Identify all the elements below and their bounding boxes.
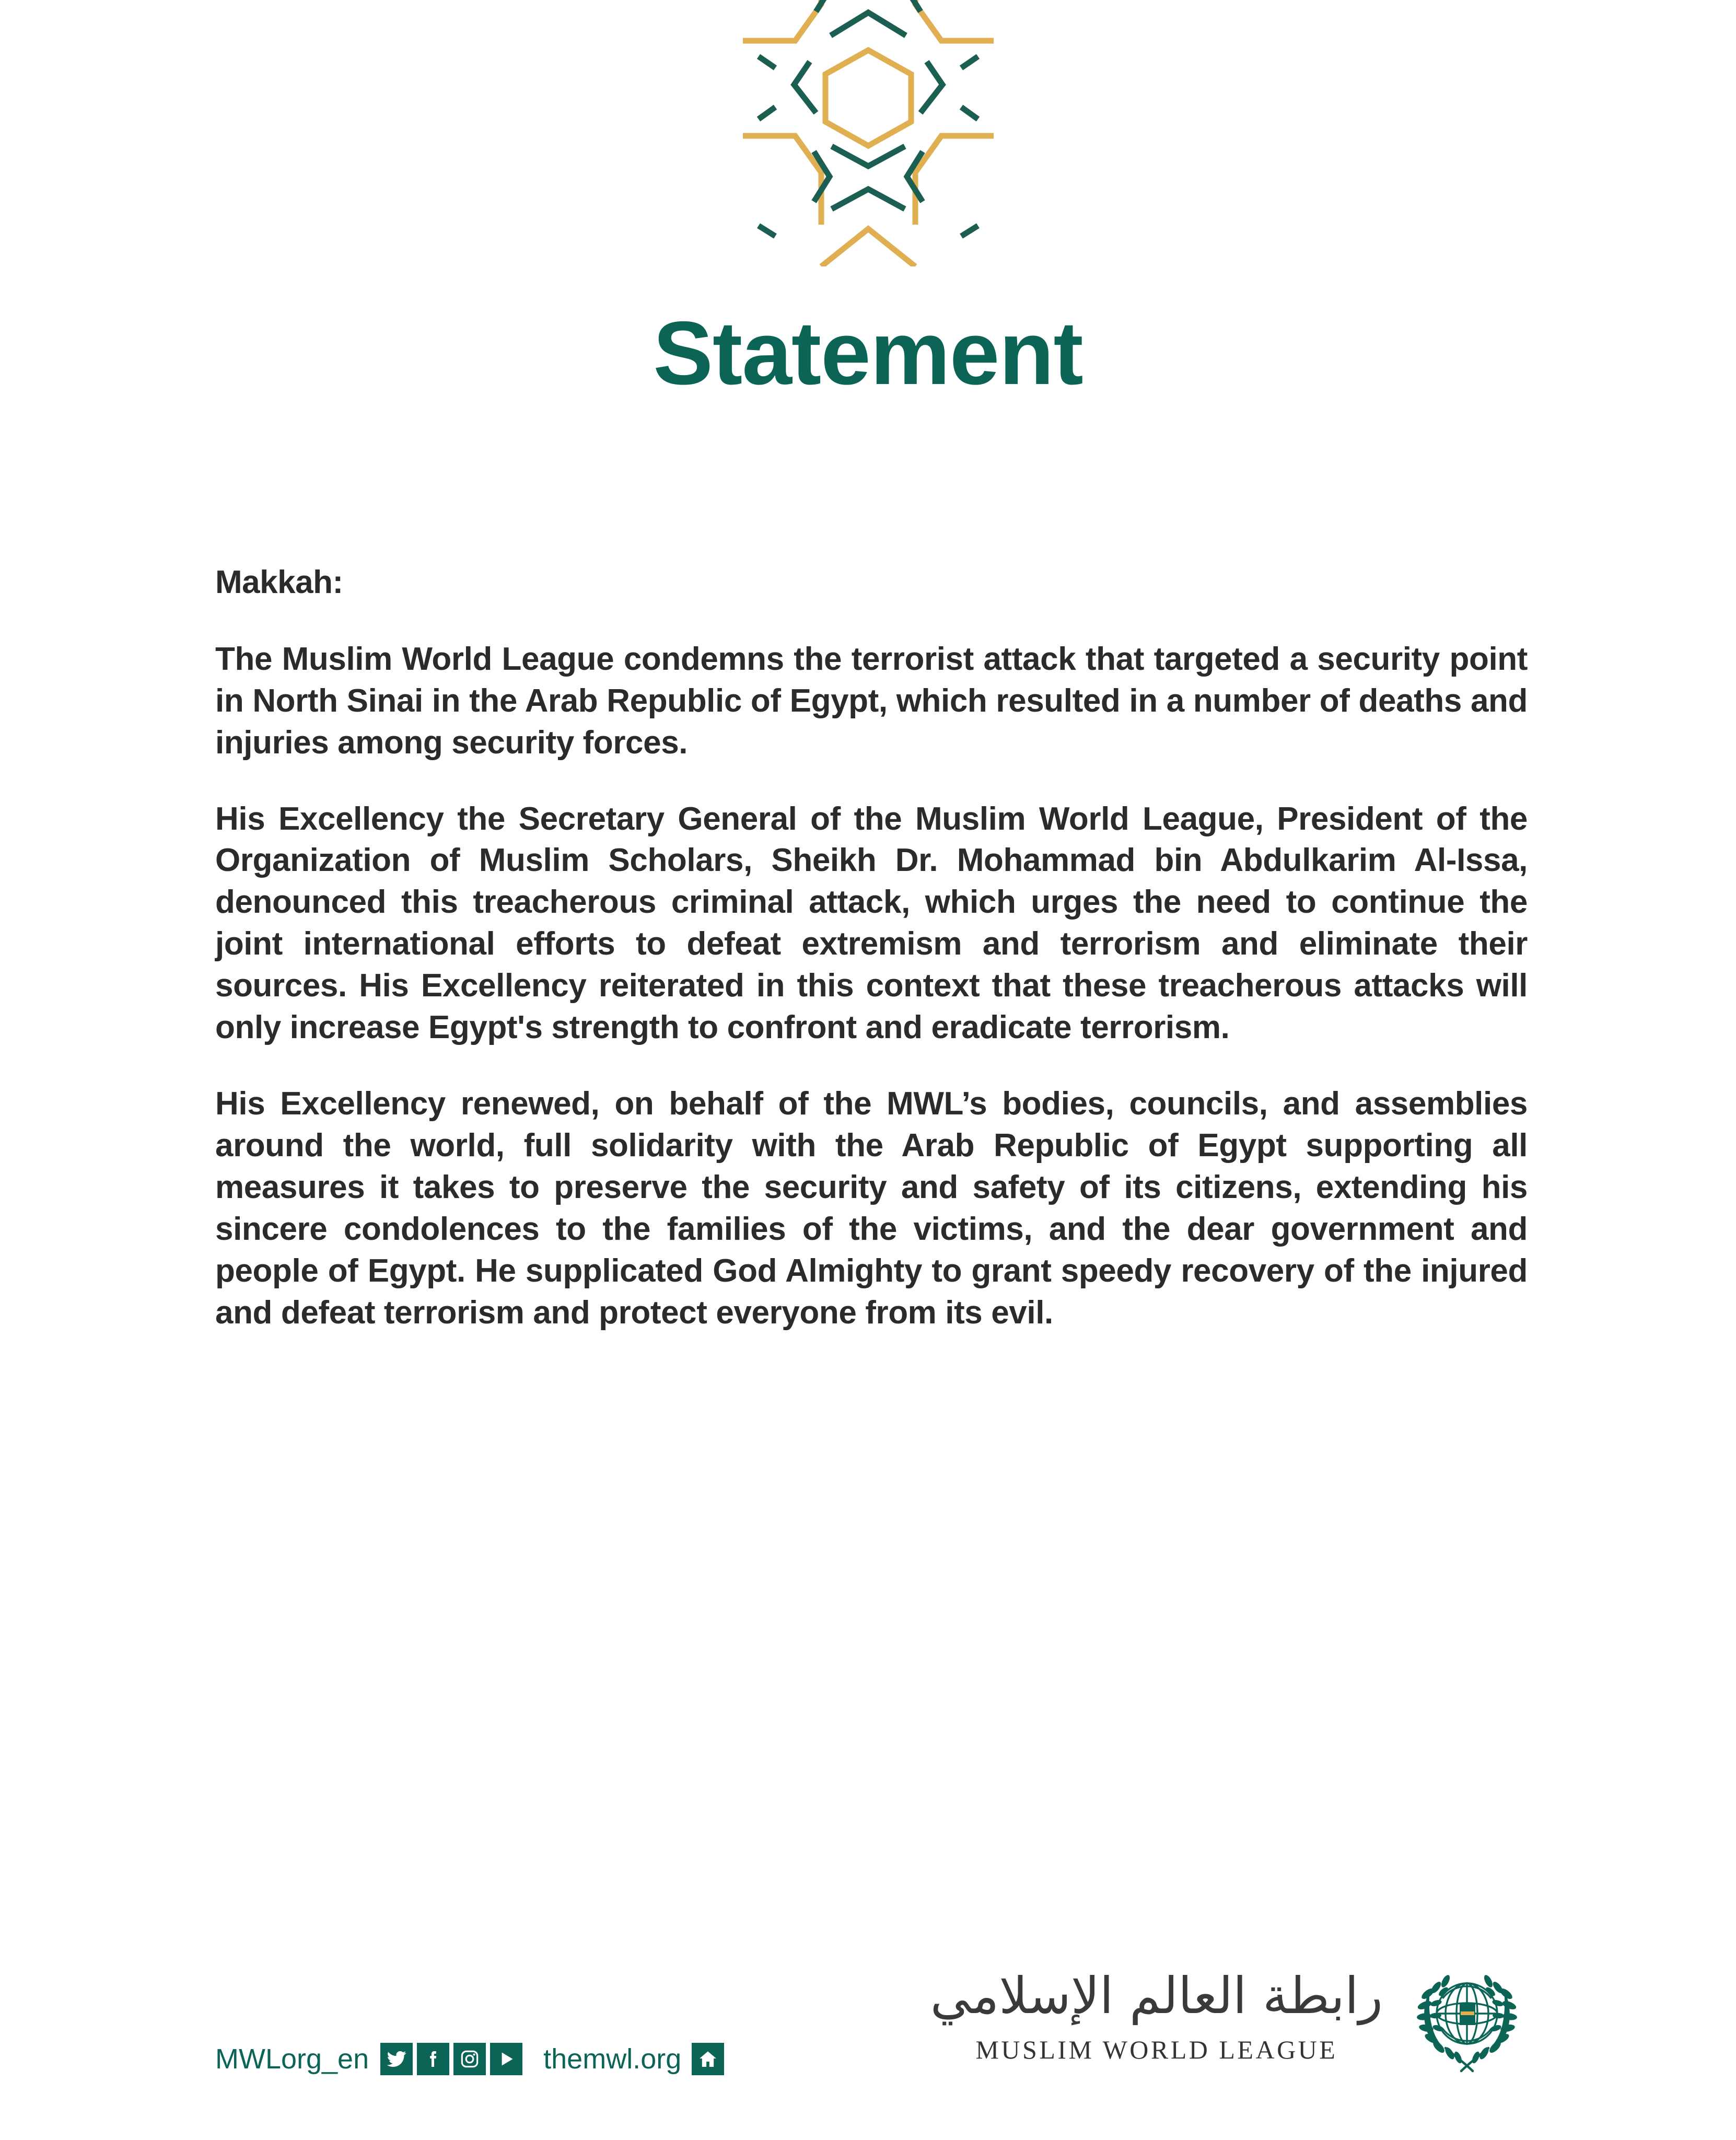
logo-latin-name: MUSLIM WORLD LEAGUE [975,2034,1338,2064]
dateline-label: Makkah: [215,564,343,600]
page-footer [0,1881,1736,2090]
instagram-icon[interactable] [453,2043,486,2075]
home-icon[interactable] [692,2043,724,2075]
statement-paragraph-1: The Muslim World League condemns the terrorist attack that targeted a security point in North Sinai in the Arab Republic of Egypt, which resulted in a number of deaths and injuries among security forces. [215,641,1528,761]
youtube-icon[interactable] [490,2043,522,2075]
social-row [215,2043,724,2075]
globe-wreath-emblem [1407,1955,1527,2075]
statement-paragraph-2: His Excellency the Secretary General of the Muslim World League, President of the Organization of Muslim Scholars, Sheikh Dr. Mohammad bin Abdulkarim Al-Issa, denounced this treacherous criminal attack, which urges the need to continue the joint international efforts to defeat extremism and terrorism and eliminate their sources. His Excellency reiterated in this context that these treacherous attacks will only increase Egypt's strength to confront and eradicate terrorism. [215,800,1528,1046]
logo-arabic-name: رابطة العالم الإسلامي [930,1967,1383,2026]
twitter-icon[interactable] [380,2043,413,2075]
social-handle: MWLorg_en [215,2043,369,2075]
header-ornament [743,0,994,266]
facebook-icon[interactable] [417,2043,449,2075]
statement-body [215,562,1528,1334]
title-block [0,303,1736,404]
social-icon-group [380,2043,522,2075]
logo-wordmark [930,1965,1383,2064]
page-title: Statement [653,303,1083,403]
statement-paragraph-3: His Excellency renewed, on behalf of the MWL’s bodies, councils, and assemblies around the world, full solidarity with the Arab Republic of Egypt supporting all measures it takes to preserve the security and safety of its citizens, extending his sincere condolences to the families of the victims, and the dear government and people of Egypt. He supplicated God Almighty to grant speedy recovery of the injured and defeat terrorism and protect everyone from its evil. [215,1086,1528,1331]
organization-logo [930,1955,1527,2075]
website-url: themwl.org [543,2043,682,2075]
